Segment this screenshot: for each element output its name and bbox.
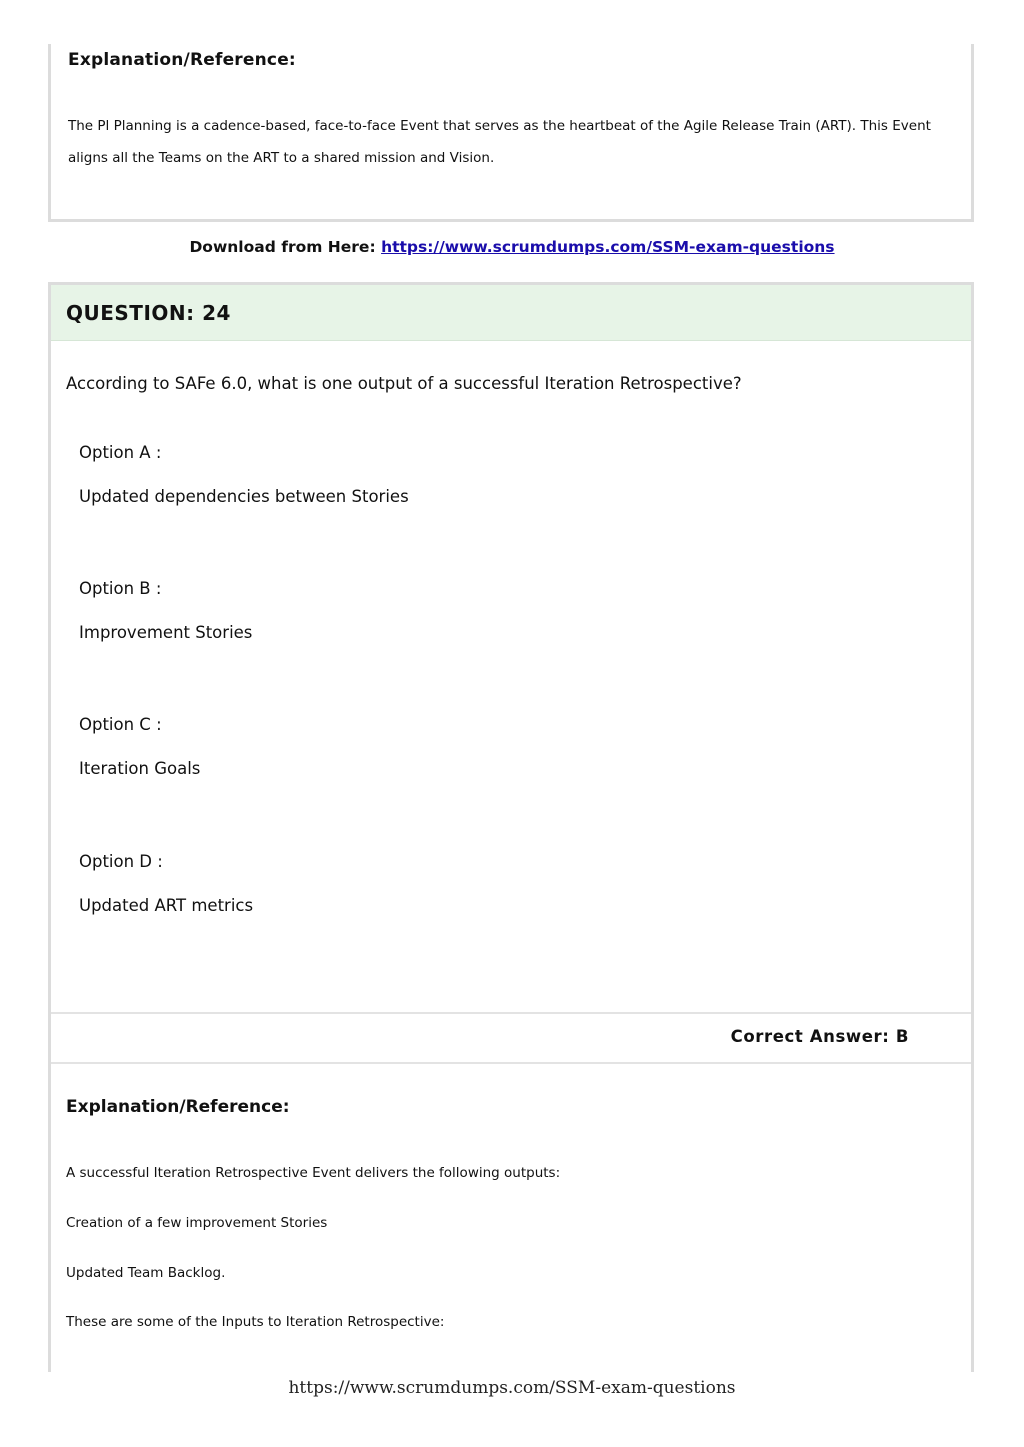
option-b-text: Improvement Stories [79, 623, 253, 642]
download-link[interactable]: https://www.scrumdumps.com/SSM-exam-questions [381, 238, 835, 256]
correct-answer: Correct Answer: B [730, 1027, 909, 1046]
option-d-label: Option D : [79, 852, 163, 871]
option-b-label: Option B : [79, 579, 162, 598]
explanation-line: A successful Iteration Retrospective Event delivers the following outputs: [66, 1165, 561, 1181]
explanation-text: The Pl Planning is a cadence-based, face-to-face Event that serves as the heartbeat of the Agile Release Train (ART). This Event aligns all the Teams on the ART to a shared mission and Vision. [68, 118, 931, 166]
option-c-label: Option C : [79, 715, 162, 734]
question-card [48, 282, 974, 1372]
explanation-heading: Explanation/Reference: [66, 1097, 290, 1117]
footer-url: https://www.scrumdumps.com/SSM-exam-questions [288, 1378, 736, 1398]
explanation-heading: Explanation/Reference: [68, 50, 296, 70]
question-text: According to SAFe 6.0, what is one output of a successful Iteration Retrospective? [66, 374, 742, 393]
download-label: Download from Here: [189, 238, 376, 256]
option-a-text: Updated dependencies between Stories [79, 487, 409, 506]
question-title: QUESTION: 24 [66, 301, 231, 325]
option-c-text: Iteration Goals [79, 759, 201, 778]
explanation-line: Updated Team Backlog. [66, 1265, 226, 1281]
option-a-label: Option A : [79, 443, 162, 462]
option-d-text: Updated ART metrics [79, 896, 254, 915]
explanation-line: These are some of the Inputs to Iteration Retrospective: [66, 1314, 445, 1330]
explanation-line: Creation of a few improvement Stories [66, 1215, 328, 1231]
correct-answer-row [51, 1012, 971, 1064]
download-line [0, 238, 1024, 256]
question-header [51, 285, 971, 341]
previous-explanation-box [48, 44, 974, 222]
